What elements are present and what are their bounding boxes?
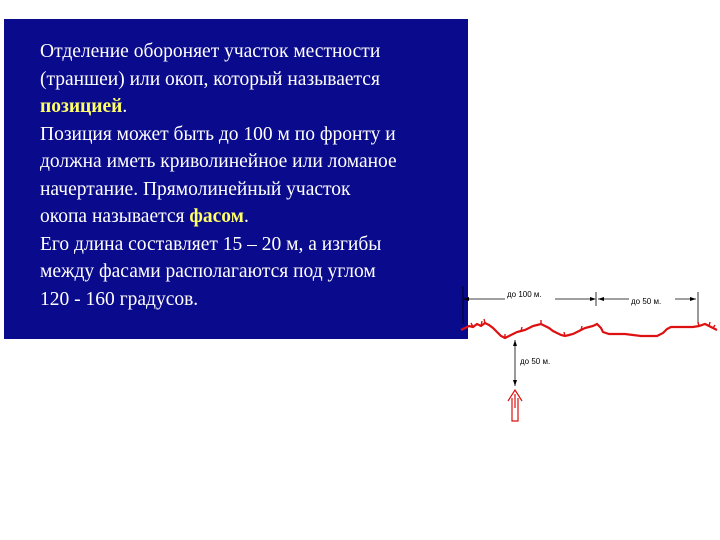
- term-highlight: фасом: [189, 206, 244, 227]
- trench-diagram-svg: [443, 280, 720, 430]
- arrow-head: [513, 380, 517, 386]
- trench-parapet: [471, 319, 715, 338]
- arrow-head: [590, 297, 596, 301]
- text-line: начертание. Прямолинейный участок: [40, 178, 351, 200]
- text-line: Отделение обороняет участок местности: [40, 41, 381, 62]
- depth-label: до 50 м.: [520, 357, 551, 366]
- trench-line: [461, 323, 717, 338]
- text-line: позицией.: [40, 96, 128, 117]
- arrow-head: [513, 340, 517, 346]
- slide-text: [40, 38, 450, 313]
- text-line: Позиция может быть до 100 м по фронту и: [40, 123, 396, 145]
- text-line: Его длина составляет 15 – 20 м, а изгибы: [40, 233, 382, 255]
- arrow-head: [690, 297, 696, 301]
- text-line: 120 - 160 градусов.: [40, 288, 199, 310]
- text-line: должна иметь криволинейное или ломаное: [40, 151, 397, 172]
- front-label: до 100 м.: [507, 290, 542, 299]
- text-line: между фасами располагаются под углом: [40, 261, 376, 282]
- term-highlight: позицией: [40, 96, 123, 117]
- arrow-head: [463, 297, 469, 301]
- text-line: окопа называется фасом.: [40, 206, 249, 227]
- face-label: до 50 м.: [631, 297, 662, 306]
- arrow-head: [598, 297, 604, 301]
- commander-position-icon: [508, 390, 522, 421]
- trench-diagram: [443, 280, 720, 430]
- text-line: (траншеи) или окоп, который называется: [40, 68, 380, 90]
